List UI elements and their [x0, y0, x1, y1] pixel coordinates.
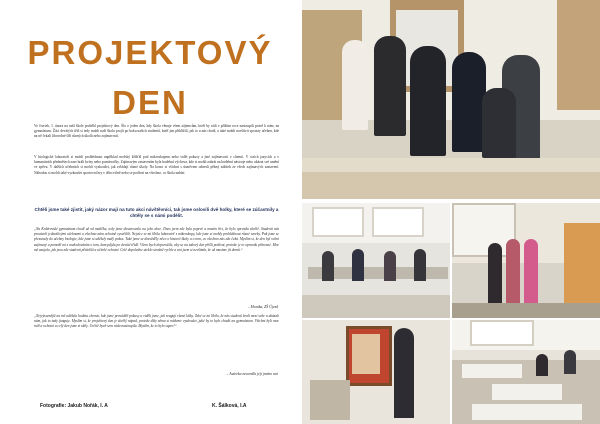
page-title-line-2: DEN — [112, 84, 188, 121]
page-title-line-1: PROJEKTOVÝ — [27, 34, 273, 71]
photo-credit: Fotografie: Jakub Nořák, I. A — [40, 403, 108, 409]
group-photo — [302, 0, 600, 199]
students-photo — [452, 203, 600, 318]
art-class-photo — [302, 320, 450, 424]
highlight-paragraph: Chtěli jsme také zjistit, jaký názor mají na tuto akci návštěvníci, tak jsme oslovili dvě holky, které se zúčastnily a chtěly se s námi podělit. — [34, 207, 279, 219]
right-page — [300, 0, 600, 424]
quote-one: „Na Kolárovské gymnázium chodí už od malička, tedy jsme dostavovala na jeho akce. Dnes jsem zde byla poprvé a musím říci, že bylo opravdu skvělé. Studenti nás provázeli jednotlivými učebnami a všechno nám ochotně vysvětlili. Nejvíce se mi líbila laboratoř s mikroskopy, kde jsme si mohly prohlédnout různé vzorky. Pak jsme se přesunuly do učebny biologie, kde jsme si udělaly malý pokus. Také jsme se dozvěděly něco o historii školy a o tom, co všechno nás zde čeká. Myslím si, že den byl velmi zajímavý a pomohl mi s rozhodováním o tom, kam půjdu po deváté třídě. Všem bych doporučila, aby se na takový den přišli podívat, protože je to opravdu přínosné. Moc mě zaujalo, jak jsou zde studenti přátelští a učitelé ochotní. Celé dopoledne uteklo strašně rychle a ani jsem si nevšimla, že už musíme jít domů.“ — [34, 227, 279, 252]
intro-paragraph: Ve čtvrtek, 1. února na naší škole proběhl projektový den. Šlo o jeden den, kdy škola věnuje všem zájemcům, kteří by rádi v příštím roce nastoupili právě k nám, na gymnázium. Žáci devátých tříd si tedy mohli naší školu projít po boku našich studentů, kteří jim přiblížili, jak to u nás chodí, a také mohli navštívit spousty učeben, kde na ně čekali libovolné šíři různých úkolů nebo zajímavostí. — [34, 124, 279, 139]
quote-one-signature: – Monika, ZŠ Újezd — [247, 305, 278, 309]
quote-two-signature: – Autorka neuvedla její jméno ani — [226, 372, 278, 376]
lecture-photo — [452, 320, 600, 424]
author-credit: K. Šálková, I.A — [212, 403, 247, 409]
body-paragraph: V biologické laboratoři si mohli prohlédnout například mořský kříšťál pod mikroskopem nebo vidět pokusy a jiné zajímavosti v chemii. V cizích jazycích a v humanitních předmětech zase hráli kvízy nebo poznávačky. Zajímavým zastavením byla hudební výchova, kde si mohli zahrát na hudební nástroje nebo ukázat své umění ve zpěvu. V dalších učebnách si mohli vyzkoušet, jak zvládají různé úkoly. Na konci si všichni s úsměvem odnesli pěkný zážitek ze všech zajímavých zastavení. Náhodou si mohli také vyzkoušet sportovní hry v tělocvičně nebo se podívat na všechno, co škola nabízí. — [34, 155, 279, 175]
classroom-photo — [302, 203, 450, 318]
quote-two: „Nejvýraznější na mě udělala hodina chemie, kde jsme prováděli pokusy a viděli jsme, jak reagují různé látky. Také se mi líbilo, že nás studenti brali mezi sebe a ukázali nám, jak to tady funguje. Myslím si, že projektový den je skvělý nápad, protože díky němu si můžeme vyzkoušet, jaké by to bylo chodit na gymnázium. Všichni byli moc milí a ochotní a celý den jsme si užily. Určitě bych sem ráda nastoupila. Myslím, že to bylo super!“ — [34, 314, 279, 329]
